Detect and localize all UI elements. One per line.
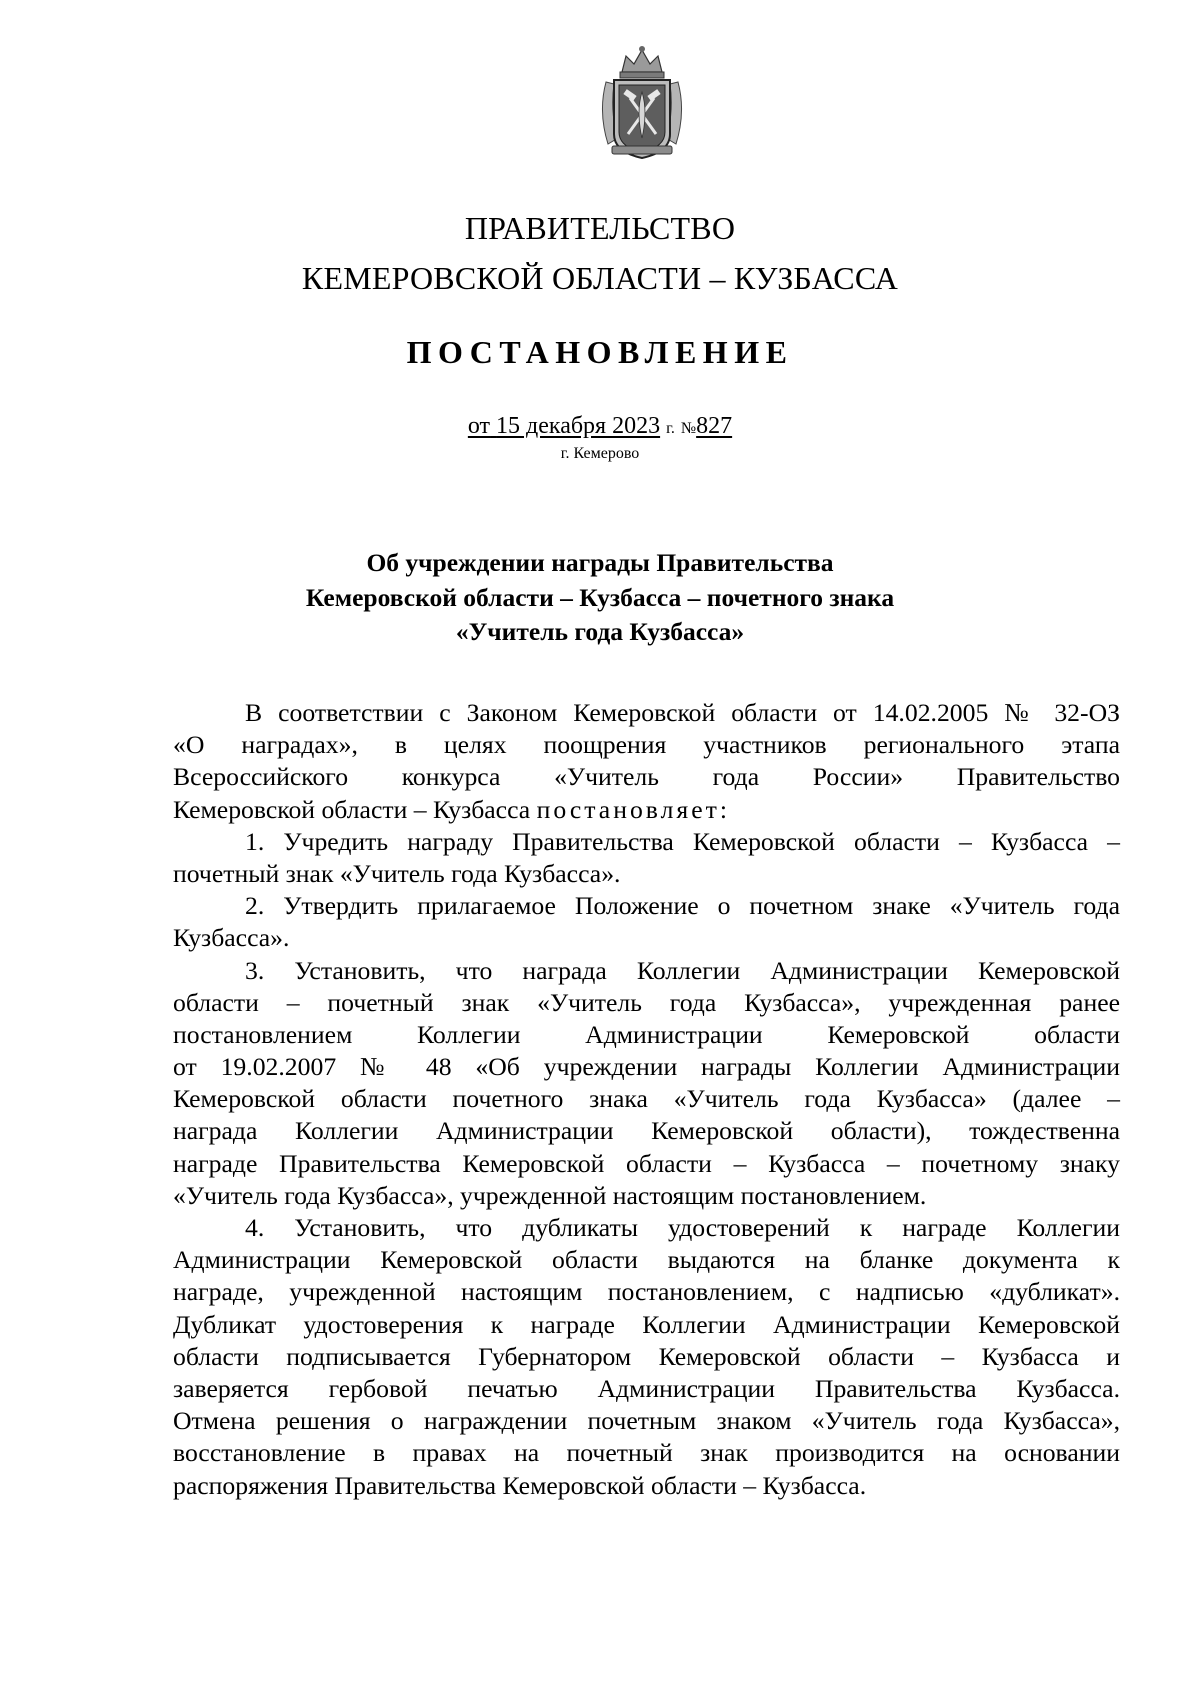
- decrees-word: постановляет:: [536, 794, 730, 824]
- body-line: от 19.02.2007 № 48 «Об учреждении награды Коллегии Администрации: [173, 1052, 1120, 1082]
- body-line: награда Коллегии Администрации Кемеровской области), тождественна: [173, 1116, 1120, 1146]
- title-line: «Учитель года Кузбасса»: [455, 617, 745, 646]
- body-line: «О наградах», в целях поощрения участников регионального этапа: [173, 730, 1120, 760]
- city-line: г. Кемерово: [560, 445, 640, 462]
- body-line: постановлением Коллегии Администрации Кемеровской области: [173, 1019, 1120, 1049]
- body-line: 3. Установить, что награда Коллегии Администрации Кемеровской: [245, 955, 1120, 985]
- decree-number: 827: [696, 413, 733, 439]
- body-line: 2. Утвердить прилагаемое Положение о почетном знаке «Учитель года: [245, 891, 1120, 921]
- preamble-tail: Кемеровской области – Кузбасса: [173, 794, 531, 824]
- title-line: Об учреждении награды Правительства: [366, 548, 834, 577]
- body-line: Кемеровской области почетного знака «Учитель года Кузбасса» (далее –: [173, 1084, 1120, 1114]
- body-line: [173, 794, 1120, 826]
- body-line: области подписывается Губернатором Кемеровской области – Кузбасса и: [173, 1341, 1120, 1371]
- coat-of-arms-emblem: [596, 42, 688, 162]
- decree-body: [173, 697, 1120, 1502]
- document-type-heading: ПОСТАНОВЛЕНИЕ: [406, 334, 794, 370]
- body-line: заверяется гербовой печатью Администрации Правительства Кузбасса.: [173, 1373, 1120, 1403]
- decree-title: [0, 546, 1200, 650]
- body-line: Отмена решения о награждении почетным знаком «Учитель года Кузбасса»,: [173, 1406, 1120, 1436]
- body-line: 1. Учредить награду Правительства Кемеровской области – Кузбасса –: [245, 826, 1120, 856]
- decree-date: 15 декабря 2023: [496, 413, 661, 439]
- body-line: Всероссийского конкурса «Учитель года России» Правительство: [173, 762, 1120, 792]
- body-line: «Учитель года Кузбасса», учрежденной настоящим постановлением.: [173, 1180, 927, 1210]
- body-line: Кузбасса».: [173, 923, 290, 953]
- body-line: почетный знак «Учитель года Кузбасса».: [173, 858, 621, 888]
- body-line: восстановление в правах на почетный знак производится на основании: [173, 1438, 1120, 1468]
- date-prefix: от: [467, 413, 491, 439]
- body-line: награде, учрежденной настоящим постановлением, с надписью «дубликат».: [173, 1277, 1120, 1307]
- body-line: Дубликат удостоверения к награде Коллегии Администрации Кемеровской: [173, 1309, 1120, 1339]
- body-line: Администрации Кемеровской области выдаются на бланке документа к: [173, 1245, 1120, 1275]
- date-number-line: [0, 414, 1200, 438]
- body-line: распоряжения Правительства Кемеровской области – Кузбасса.: [173, 1470, 867, 1500]
- body-line: 4. Установить, что дубликаты удостоверений к награде Коллегии: [245, 1213, 1120, 1242]
- body-line: награде Правительства Кемеровской области – Кузбасса – почетному знаку: [173, 1148, 1120, 1178]
- org-name-line1: ПРАВИТЕЛЬСТВО: [464, 210, 736, 246]
- year-suffix: г.: [666, 420, 675, 437]
- title-line: Кемеровской области – Кузбасса – почетного знака: [305, 582, 895, 612]
- org-name-line2: КЕМЕРОВСКОЙ ОБЛАСТИ – КУЗБАССА: [301, 260, 899, 296]
- body-line: В соответствии с Законом Кемеровской области от 14.02.2005 № 32-ОЗ: [245, 698, 1120, 727]
- number-sign: №: [680, 420, 697, 437]
- body-line: области – почетный знак «Учитель года Кузбасса», учрежденная ранее: [173, 987, 1120, 1017]
